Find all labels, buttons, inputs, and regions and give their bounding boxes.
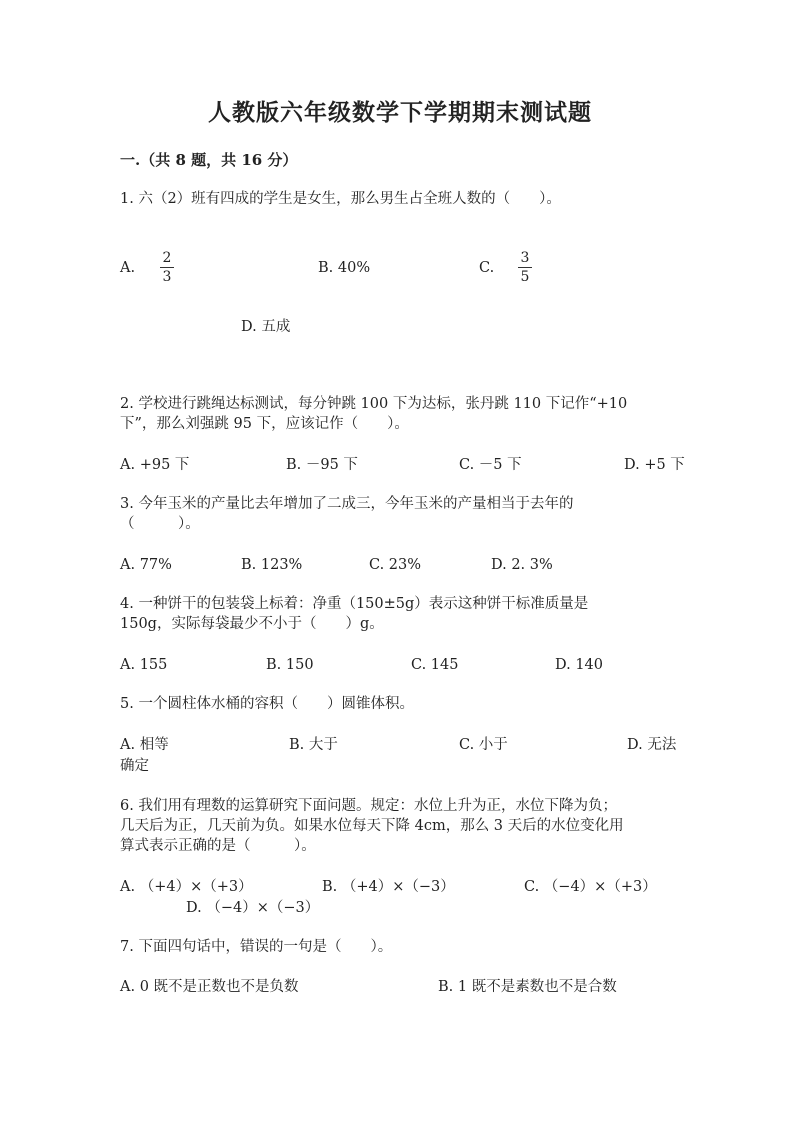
- question-7-stem: 7. 下面四句话中，错误的一句是（ ）。: [120, 939, 393, 955]
- q3-option-d: D. 2. 3%: [491, 557, 553, 573]
- question-6-line-3: 算式表示正确的是（ ）。: [120, 838, 316, 854]
- q2-option-c: C. －5 下: [459, 457, 522, 473]
- q5-option-d: D. 无法: [627, 737, 677, 753]
- fraction-bar: [518, 267, 532, 268]
- q1-option-b: B. 40%: [318, 260, 371, 276]
- fraction-denominator: 5: [520, 269, 530, 285]
- q7-option-a: A. 0 既不是正数也不是负数: [120, 979, 299, 995]
- question-4-line-2: 150g，实际每袋最少不小于（ ）g。: [120, 616, 384, 632]
- question-6-line-1: 6. 我们用有理数的运算研究下面问题。规定：水位上升为正，水位下降为负；: [120, 798, 617, 814]
- q1-option-c-fraction: [518, 250, 532, 285]
- fraction-numerator: 2: [162, 250, 172, 266]
- fraction-bar: [160, 267, 174, 268]
- q1-option-a-fraction: [160, 250, 174, 285]
- q4-option-b: B. 150: [266, 657, 314, 673]
- question-1-stem: 1. 六（2）班有四成的学生是女生，那么男生占全班人数的（ ）。: [120, 191, 561, 207]
- q1-option-c-label: C.: [479, 260, 495, 276]
- q6-option-d: D. （−4）×（−3）: [186, 900, 320, 916]
- q4-option-a: A. 155: [120, 657, 168, 673]
- q6-option-c: C. （−4）×（+3）: [524, 879, 657, 895]
- section-heading: 一.（共 8 题，共 16 分）: [120, 151, 298, 169]
- q5-option-a: A. 相等: [120, 737, 169, 753]
- q6-option-b: B. （+4）×（−3）: [322, 879, 455, 895]
- q4-option-c: C. 145: [411, 657, 459, 673]
- question-3-line-1: 3. 今年玉米的产量比去年增加了二成三，今年玉米的产量相当于去年的: [120, 496, 574, 512]
- q2-option-d: D. +5 下: [624, 457, 685, 473]
- q3-option-b: B. 123%: [241, 557, 303, 573]
- fraction-denominator: 3: [162, 269, 172, 285]
- question-3-line-2: （ ）。: [120, 516, 200, 532]
- q2-option-b: B. －95 下: [286, 457, 358, 473]
- question-6-line-2: 几天后为正，几天前为负。如果水位每天下降 4cm，那么 3 天后的水位变化用: [120, 818, 624, 834]
- q5-option-d-continued: 确定: [120, 758, 149, 774]
- q5-option-b: B. 大于: [289, 737, 338, 753]
- page-title: 人教版六年级数学下学期期末测试题: [208, 99, 592, 126]
- q3-option-c: C. 23%: [369, 557, 422, 573]
- q6-option-a: A. （+4）×（+3）: [120, 879, 253, 895]
- q7-option-b: B. 1 既不是素数也不是合数: [438, 979, 617, 995]
- fraction-numerator: 3: [520, 250, 530, 266]
- q3-option-a: A. 77%: [120, 557, 172, 573]
- question-2-line-2: 下”，那么刘强跳 95 下，应该记作（ ）。: [120, 416, 409, 432]
- q1-option-d: D. 五成: [241, 319, 291, 335]
- question-5-stem: 5. 一个圆柱体水桶的容积（ ）圆锥体积。: [120, 696, 414, 712]
- q5-option-c: C. 小于: [459, 737, 508, 753]
- q1-option-a-label: A.: [120, 260, 136, 276]
- q4-option-d: D. 140: [555, 657, 604, 673]
- question-4-line-1: 4. 一种饼干的包装袋上标着：净重（150±5g）表示这种饼干标准质量是: [120, 596, 589, 612]
- question-2-line-1: 2. 学校进行跳绳达标测试，每分钟跳 100 下为达标，张丹跳 110 下记作“+10: [120, 396, 628, 412]
- q2-option-a: A. +95 下: [120, 457, 190, 473]
